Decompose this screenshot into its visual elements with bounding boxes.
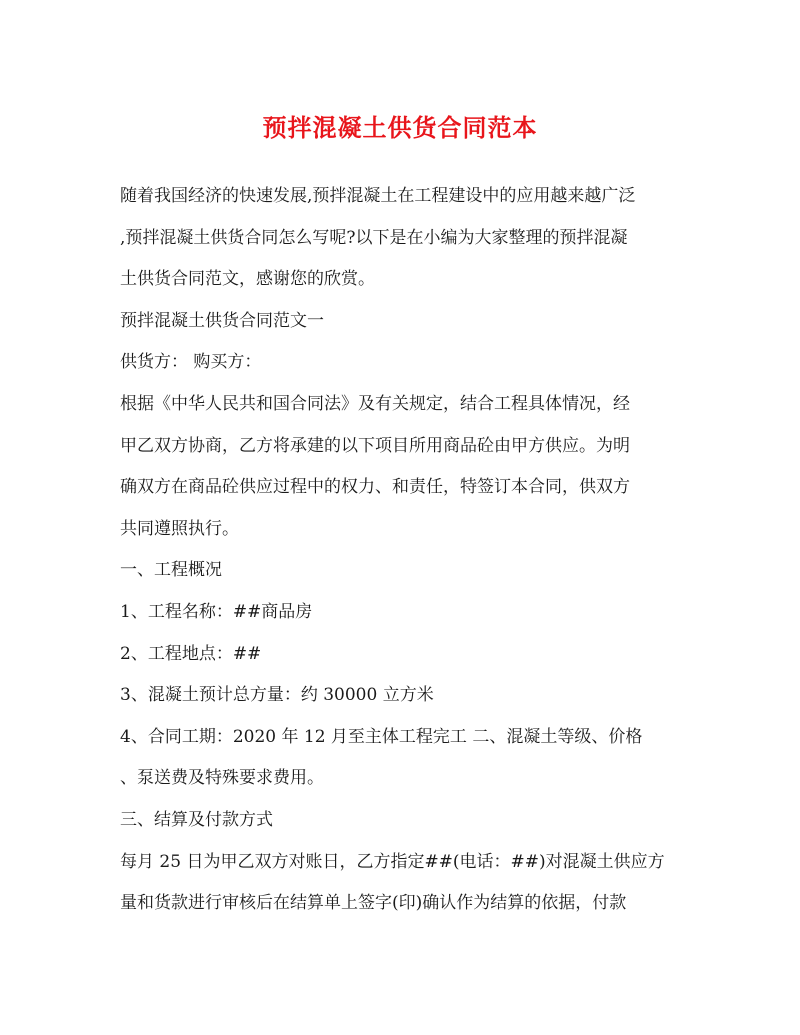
body-line: ,预拌混凝土供货合同怎么写呢?以下是在小编为大家整理的预拌混凝 <box>120 227 628 248</box>
section-heading: 预拌混凝土供货合同范文一 <box>120 310 324 331</box>
body-line: 土供货合同范文，感谢您的欣赏。 <box>120 269 375 290</box>
body-line: 确双方在商品砼供应过程中的权力、和责任，特签订本合同，供双方 <box>120 477 630 498</box>
body-line: 根据《中华人民共和国合同法》及有关规定，结合工程具体情况，经 <box>120 393 630 414</box>
list-item: 3、混凝土预计总方量：约 30000 立方米 <box>120 685 434 706</box>
list-item: 2、工程地点：## <box>120 643 262 664</box>
document-title: 预拌混凝土供货合同范本 <box>262 113 538 142</box>
body-line: 、泵送费及特殊要求费用。 <box>120 768 324 789</box>
list-item: 4、合同工期：2020 年 12 月至主体工程完工 二、混凝土等级、价格 <box>120 726 643 747</box>
body-line: 每月 25 日为甲乙双方对账日，乙方指定##(电话：##)对混凝土供应方 <box>120 851 665 872</box>
document-body <box>120 176 690 925</box>
body-line: 量和货款进行审核后在结算单上签字(印)确认作为结算的依据，付款 <box>120 893 627 914</box>
section-heading: 一、工程概况 <box>120 560 222 581</box>
list-item: 1、工程名称：##商品房 <box>120 601 313 622</box>
party-line: 供货方： 购买方： <box>120 352 262 373</box>
body-line: 随着我国经济的快速发展,预拌混凝土在工程建设中的应用越来越广泛 <box>120 186 636 206</box>
body-line: 共同遵照执行。 <box>120 518 239 539</box>
body-line: 甲乙双方协商，乙方将承建的以下项目所用商品砼由甲方供应。为明 <box>120 435 630 456</box>
section-heading: 三、结算及付款方式 <box>120 809 273 830</box>
